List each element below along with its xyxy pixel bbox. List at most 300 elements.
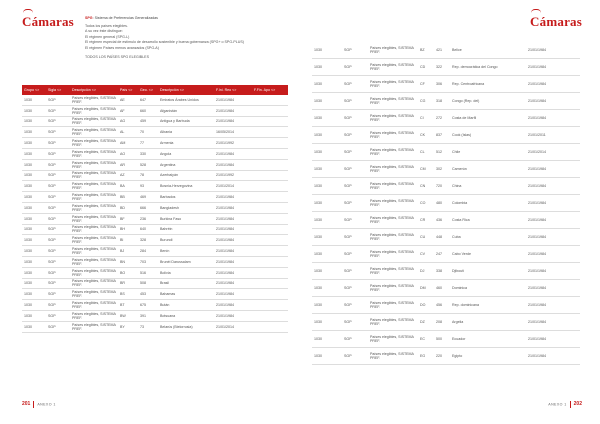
table-row[interactable] <box>312 161 580 178</box>
cell-pais: EC <box>418 331 434 348</box>
cell-grupo: 1030 <box>312 348 342 365</box>
cell-geo: 456 <box>434 297 450 314</box>
footer-divider <box>570 401 571 408</box>
table-row[interactable] <box>312 59 580 76</box>
cell-geo: 328 <box>138 235 158 246</box>
cell-fecha-inicio: 21/01/1984 <box>214 148 252 159</box>
cell-pais: CD <box>418 59 434 76</box>
cell-sigla: SGP <box>46 170 70 181</box>
header-fecha-inicio[interactable]: F.Ini. Reo <> <box>214 85 252 95</box>
cell-sigla: SGP <box>46 105 70 116</box>
cell-geo: 77 <box>138 138 158 149</box>
logo-arc-icon <box>531 9 541 13</box>
table-header-row <box>22 85 288 95</box>
cell-sigla: SGP <box>46 159 70 170</box>
cell-sigla: SGP <box>342 178 368 195</box>
table-row[interactable] <box>22 170 288 181</box>
cell-descripcion-pais: Rep. dominicana <box>450 297 526 314</box>
cell-descripcion: Países elegibles, SISTEMA PREF. <box>368 161 418 178</box>
cell-descripcion: Países elegibles, SISTEMA PREF. <box>70 95 118 105</box>
cell-sigla: SGP <box>46 192 70 203</box>
cell-pais: CF <box>418 76 434 93</box>
cell-descripcion: Países elegibles, SISTEMA PREF. <box>70 224 118 235</box>
cell-pais: CU <box>418 229 434 246</box>
cell-descripcion: Países elegibles, SISTEMA PREF. <box>368 212 418 229</box>
cell-sigla: SGP <box>46 116 70 127</box>
cell-pais: CV <box>418 246 434 263</box>
cell-grupo: 1030 <box>22 310 46 321</box>
table-row[interactable] <box>22 181 288 192</box>
cell-grupo: 1030 <box>22 95 46 105</box>
cell-descripcion: Países elegibles, SISTEMA PREF. <box>70 192 118 203</box>
intro-all-line: TODOS LOS PAÍSES SPG ELEGIBLES <box>85 54 149 59</box>
cell-fecha-inicio: 21/01/1984 <box>214 310 252 321</box>
header-fecha-fin[interactable]: F.Fin. Apo <> <box>252 85 288 95</box>
cell-descripcion-pais: Azerbaiyán <box>158 170 214 181</box>
table-row[interactable] <box>22 256 288 267</box>
countries-table-left <box>22 85 288 333</box>
cell-geo: 508 <box>138 278 158 289</box>
table-row[interactable] <box>22 246 288 257</box>
cell-grupo: 1030 <box>22 321 46 332</box>
table-row[interactable] <box>22 235 288 246</box>
cell-pais: EG <box>418 348 434 365</box>
table-row[interactable] <box>312 348 580 365</box>
cell-grupo: 1030 <box>22 256 46 267</box>
table-row[interactable] <box>312 76 580 93</box>
cell-fecha-inicio: 21/01/1984 <box>214 267 252 278</box>
cell-geo: 453 <box>138 289 158 300</box>
cell-descripcion: Países elegibles, SISTEMA PREF. <box>70 256 118 267</box>
cell-sigla: SGP <box>46 138 70 149</box>
cell-descripcion-pais: Argentina <box>158 159 214 170</box>
table-row[interactable] <box>22 267 288 278</box>
table-row[interactable] <box>312 110 580 127</box>
cell-fecha-inicio: 21/01/1984 <box>526 314 580 331</box>
table-row[interactable] <box>312 297 580 314</box>
cell-descripcion-pais: Cook (Islas) <box>450 127 526 144</box>
cell-descripcion: Países elegibles, SISTEMA PREF. <box>70 202 118 213</box>
cell-sigla: SGP <box>46 246 70 257</box>
cell-descripcion-pais: Ecuador <box>450 331 526 348</box>
cell-fecha-inicio: 21/01/1984 <box>214 289 252 300</box>
cell-geo: 666 <box>138 202 158 213</box>
cell-fecha-inicio: 21/01/1984 <box>214 246 252 257</box>
cell-fecha-inicio: 21/01/2014 <box>526 144 580 161</box>
table-row[interactable] <box>312 42 580 59</box>
intro-line: El régimen especial de estímulo de desarrollo sostenible y buena gobernanza (SPG+ o SPG-PLUS) <box>85 40 244 45</box>
logo-text: Cámaras <box>22 14 74 29</box>
cell-geo: 302 <box>434 161 450 178</box>
cell-descripcion: Países elegibles, SISTEMA PREF. <box>368 178 418 195</box>
cell-descripcion: Países elegibles, SISTEMA PREF. <box>368 110 418 127</box>
cell-pais: BO <box>118 267 138 278</box>
table-row[interactable] <box>312 93 580 110</box>
cell-sigla: SGP <box>46 267 70 278</box>
cell-sigla: SGP <box>342 110 368 127</box>
cell-pais: AG <box>118 116 138 127</box>
cell-geo: 391 <box>138 310 158 321</box>
logo-text: Cámaras <box>530 14 582 29</box>
cell-fecha-inicio: 21/01/1984 <box>526 110 580 127</box>
cell-grupo: 1030 <box>312 76 342 93</box>
cell-descripcion-pais: Botsuana <box>158 310 214 321</box>
cell-pais: BW <box>118 310 138 321</box>
cell-descripcion: Países elegibles, SISTEMA PREF. <box>70 116 118 127</box>
cell-geo: 460 <box>434 280 450 297</box>
cell-fecha-inicio: 21/01/1984 <box>214 235 252 246</box>
table-row[interactable] <box>312 144 580 161</box>
cell-grupo: 1030 <box>312 280 342 297</box>
cell-pais: DM <box>418 280 434 297</box>
cell-geo: 516 <box>138 267 158 278</box>
cell-sigla: SGP <box>342 263 368 280</box>
header-descripcion-pais[interactable]: Descripción <> <box>158 85 214 95</box>
cell-descripcion-pais: Djibouti <box>450 263 526 280</box>
cell-grupo: 1030 <box>22 202 46 213</box>
cell-fecha-fin <box>252 256 288 267</box>
countries-table-right <box>312 42 580 365</box>
intro-line: Todos los países elegibles. <box>85 23 128 28</box>
header-pais[interactable]: País <> <box>118 85 138 95</box>
cell-pais: BI <box>118 235 138 246</box>
cell-fecha-inicio: 21/01/1984 <box>526 42 580 59</box>
cell-geo: 512 <box>434 144 450 161</box>
cell-pais: AF <box>118 105 138 116</box>
cell-pais: BD <box>118 202 138 213</box>
cell-sigla: SGP <box>46 278 70 289</box>
table-row[interactable] <box>312 331 580 348</box>
cell-descripcion-pais: Bangladesh <box>158 202 214 213</box>
cell-descripcion: Países elegibles, SISTEMA PREF. <box>70 170 118 181</box>
cell-fecha-inicio: 21/01/2014 <box>214 321 252 332</box>
cell-sigla: SGP <box>342 195 368 212</box>
cell-geo: 469 <box>138 192 158 203</box>
cell-sigla: SGP <box>342 42 368 59</box>
cell-geo: 318 <box>434 93 450 110</box>
cell-grupo: 1030 <box>22 159 46 170</box>
cell-descripcion-pais: Bután <box>158 300 214 311</box>
cell-pais: BA <box>118 181 138 192</box>
table-row[interactable] <box>22 138 288 149</box>
cell-descripcion-pais: Brunéi Darussalam <box>158 256 214 267</box>
cell-descripcion-pais: Angola <box>158 148 214 159</box>
table-row[interactable] <box>22 148 288 159</box>
cell-pais: BF <box>118 213 138 224</box>
cell-grupo: 1030 <box>22 267 46 278</box>
footer-right <box>548 401 582 410</box>
cell-fecha-inicio: 21/01/1984 <box>214 116 252 127</box>
table-row[interactable] <box>312 178 580 195</box>
cell-fecha-fin <box>252 246 288 257</box>
cell-fecha-fin <box>252 138 288 149</box>
cell-grupo: 1030 <box>312 144 342 161</box>
cell-grupo: 1030 <box>312 297 342 314</box>
cell-pais: CG <box>418 93 434 110</box>
cell-geo: 436 <box>434 212 450 229</box>
cell-descripcion-pais: Costa de Marfil <box>450 110 526 127</box>
cell-sigla: SGP <box>342 280 368 297</box>
cell-sigla: SGP <box>342 161 368 178</box>
cell-fecha-inicio: 21/01/1984 <box>526 212 580 229</box>
cell-descripcion-pais: China <box>450 178 526 195</box>
cell-pais: BY <box>118 321 138 332</box>
cell-pais: AM <box>118 138 138 149</box>
cell-descripcion-pais: Argelia <box>450 314 526 331</box>
cell-descripcion: Países elegibles, SISTEMA PREF. <box>368 297 418 314</box>
cell-fecha-inicio: 21/01/1984 <box>214 159 252 170</box>
camaras-logo <box>530 14 582 30</box>
cell-descripcion: Países elegibles, SISTEMA PREF. <box>368 42 418 59</box>
cell-grupo: 1030 <box>22 224 46 235</box>
cell-descripcion: Países elegibles, SISTEMA PREF. <box>70 138 118 149</box>
cell-fecha-inicio: 21/01/1984 <box>526 93 580 110</box>
cell-grupo: 1030 <box>22 170 46 181</box>
cell-descripcion: Países elegibles, SISTEMA PREF. <box>70 235 118 246</box>
table-row[interactable] <box>312 314 580 331</box>
cell-fecha-fin <box>252 235 288 246</box>
cell-grupo: 1030 <box>312 212 342 229</box>
intro-title: SPG: Sistema de Preferencias Generalizadas <box>85 16 158 20</box>
cell-sigla: SGP <box>46 181 70 192</box>
table-row[interactable] <box>22 224 288 235</box>
cell-descripcion: Países elegibles, SISTEMA PREF. <box>70 289 118 300</box>
header-sigla[interactable]: Sigla <> <box>46 85 70 95</box>
cell-fecha-fin <box>252 213 288 224</box>
cell-descripcion-pais: Burkina Faso <box>158 213 214 224</box>
cell-descripcion-pais: Albania <box>158 127 214 138</box>
cell-geo: 480 <box>434 195 450 212</box>
cell-descripcion: Países elegibles, SISTEMA PREF. <box>70 278 118 289</box>
cell-grupo: 1030 <box>312 314 342 331</box>
cell-fecha-inicio: 21/01/1984 <box>526 76 580 93</box>
cell-sigla: SGP <box>46 224 70 235</box>
cell-sigla: SGP <box>342 348 368 365</box>
table-row[interactable] <box>312 280 580 297</box>
cell-pais: CO <box>418 195 434 212</box>
cell-descripcion-pais: Emiratos Árabes Unidos <box>158 95 214 105</box>
cell-descripcion: Países elegibles, SISTEMA PREF. <box>70 127 118 138</box>
table-row[interactable] <box>312 246 580 263</box>
table-row[interactable] <box>22 289 288 300</box>
cell-descripcion: Países elegibles, SISTEMA PREF. <box>70 105 118 116</box>
table-row[interactable] <box>22 192 288 203</box>
cell-descripcion-pais: Rep. democrática del Congo <box>450 59 526 76</box>
header-grupo[interactable]: Grupo <> <box>22 85 46 95</box>
camaras-logo <box>22 14 74 30</box>
cell-sigla: SGP <box>342 314 368 331</box>
cell-descripcion: Países elegibles, SISTEMA PREF. <box>70 159 118 170</box>
table-row[interactable] <box>312 127 580 144</box>
cell-descripcion: Países elegibles, SISTEMA PREF. <box>368 93 418 110</box>
cell-geo: 837 <box>434 127 450 144</box>
cell-pais: AL <box>118 127 138 138</box>
table-row[interactable] <box>22 310 288 321</box>
cell-pais: BJ <box>118 246 138 257</box>
cell-grupo: 1030 <box>312 42 342 59</box>
header-geo[interactable]: Geo. <> <box>138 85 158 95</box>
cell-sigla: SGP <box>342 246 368 263</box>
page-number: 202 <box>573 401 582 408</box>
table-row[interactable] <box>22 202 288 213</box>
footer-label: ANEXO 1 <box>37 402 56 407</box>
cell-fecha-inicio: 21/01/1984 <box>214 192 252 203</box>
cell-grupo: 1030 <box>312 93 342 110</box>
cell-descripcion: Países elegibles, SISTEMA PREF. <box>368 127 418 144</box>
cell-sigla: SGP <box>342 331 368 348</box>
cell-descripcion-pais: Cuba <box>450 229 526 246</box>
intro-block <box>85 16 285 60</box>
cell-descripcion: Países elegibles, SISTEMA PREF. <box>368 263 418 280</box>
footer-divider <box>33 401 34 408</box>
cell-grupo: 1030 <box>312 229 342 246</box>
cell-geo: 330 <box>138 148 158 159</box>
cell-fecha-inicio: 21/01/1984 <box>214 202 252 213</box>
cell-descripcion: Países elegibles, SISTEMA PREF. <box>368 280 418 297</box>
cell-fecha-fin <box>252 170 288 181</box>
table-row[interactable] <box>22 213 288 224</box>
cell-grupo: 1030 <box>22 148 46 159</box>
table-row[interactable] <box>22 278 288 289</box>
cell-grupo: 1030 <box>22 213 46 224</box>
cell-sigla: SGP <box>46 127 70 138</box>
cell-geo: 500 <box>434 331 450 348</box>
cell-descripcion-pais: Burundi <box>158 235 214 246</box>
cell-grupo: 1030 <box>22 116 46 127</box>
cell-grupo: 1030 <box>312 127 342 144</box>
cell-descripcion: Países elegibles, SISTEMA PREF. <box>368 348 418 365</box>
cell-geo: 660 <box>138 105 158 116</box>
cell-pais: CM <box>418 161 434 178</box>
cell-descripcion-pais: Brasil <box>158 278 214 289</box>
cell-sigla: SGP <box>342 59 368 76</box>
cell-descripcion-pais: Egipto <box>450 348 526 365</box>
cell-geo: 73 <box>138 321 158 332</box>
table-body-right <box>312 42 580 365</box>
cell-geo: 220 <box>434 348 450 365</box>
cell-fecha-fin <box>252 310 288 321</box>
cell-geo: 640 <box>138 224 158 235</box>
cell-sigla: SGP <box>46 148 70 159</box>
cell-descripcion-pais: Camerún <box>450 161 526 178</box>
cell-fecha-fin <box>252 289 288 300</box>
table-body-left <box>22 95 288 332</box>
cell-descripcion: Países elegibles, SISTEMA PREF. <box>70 321 118 332</box>
cell-pais: CL <box>418 144 434 161</box>
cell-fecha-inicio: 21/01/1984 <box>214 213 252 224</box>
cell-grupo: 1030 <box>22 105 46 116</box>
cell-sigla: SGP <box>46 202 70 213</box>
footer-label: ANEXO 1 <box>548 402 567 407</box>
cell-sigla: SGP <box>46 310 70 321</box>
cell-descripcion-pais: Barbados <box>158 192 214 203</box>
cell-geo: 208 <box>434 314 450 331</box>
cell-descripcion: Países elegibles, SISTEMA PREF. <box>368 246 418 263</box>
cell-geo: 421 <box>434 42 450 59</box>
cell-geo: 459 <box>138 116 158 127</box>
table-row[interactable] <box>22 95 288 105</box>
page-number: 201 <box>22 401 31 408</box>
cell-descripcion-pais: Benín <box>158 246 214 257</box>
cell-geo: 70 <box>138 127 158 138</box>
table-row[interactable] <box>22 105 288 116</box>
cell-pais: BB <box>118 192 138 203</box>
cell-pais: AE <box>118 95 138 105</box>
table-row[interactable] <box>22 159 288 170</box>
cell-sigla: SGP <box>342 93 368 110</box>
cell-pais: DJ <box>418 263 434 280</box>
cell-sigla: SGP <box>46 213 70 224</box>
table-row[interactable] <box>22 127 288 138</box>
cell-pais: DO <box>418 297 434 314</box>
cell-pais: CI <box>418 110 434 127</box>
cell-grupo: 1030 <box>22 289 46 300</box>
intro-line: El régimen Países menos avanzados (SPG-A) <box>85 45 159 50</box>
table-row[interactable] <box>22 116 288 127</box>
cell-sigla: SGP <box>46 289 70 300</box>
cell-descripcion: Países elegibles, SISTEMA PREF. <box>368 314 418 331</box>
cell-descripcion-pais: Belarús (Bielorrusia) <box>158 321 214 332</box>
table-row[interactable] <box>312 263 580 280</box>
cell-descripcion-pais: Bahréin <box>158 224 214 235</box>
right-page <box>300 0 600 424</box>
header-descripcion[interactable]: Descripción <> <box>70 85 118 95</box>
cell-grupo: 1030 <box>312 246 342 263</box>
cell-grupo: 1030 <box>22 235 46 246</box>
intro-line: A su vez éste distingue: <box>85 29 123 34</box>
cell-sigla: SGP <box>46 321 70 332</box>
cell-descripcion: Países elegibles, SISTEMA PREF. <box>70 213 118 224</box>
cell-fecha-inicio: 21/01/1984 <box>526 331 580 348</box>
cell-fecha-fin <box>252 127 288 138</box>
cell-fecha-inicio: 21/01/1984 <box>526 229 580 246</box>
logo-arc-icon <box>23 9 33 13</box>
cell-grupo: 1030 <box>22 192 46 203</box>
cell-sigla: SGP <box>342 229 368 246</box>
cell-geo: 322 <box>434 59 450 76</box>
table-row[interactable] <box>312 229 580 246</box>
cell-fecha-inicio: 16/05/2014 <box>214 127 252 138</box>
cell-fecha-fin <box>252 105 288 116</box>
cell-pais: BZ <box>418 42 434 59</box>
cell-fecha-inicio: 21/01/1984 <box>526 161 580 178</box>
cell-descripcion: Países elegibles, SISTEMA PREF. <box>70 310 118 321</box>
cell-descripcion-pais: Congo (Rep. del) <box>450 93 526 110</box>
cell-fecha-inicio: 21/01/1984 <box>526 297 580 314</box>
cell-fecha-inicio: 21/01/1984 <box>526 59 580 76</box>
cell-grupo: 1030 <box>22 278 46 289</box>
cell-pais: CN <box>418 178 434 195</box>
table-row[interactable] <box>312 212 580 229</box>
cell-grupo: 1030 <box>22 181 46 192</box>
cell-fecha-fin <box>252 224 288 235</box>
cell-grupo: 1030 <box>22 246 46 257</box>
cell-descripcion-pais: Bolivia <box>158 267 214 278</box>
cell-sigla: SGP <box>46 300 70 311</box>
cell-fecha-inicio: 21/01/1984 <box>214 105 252 116</box>
cell-fecha-fin <box>252 148 288 159</box>
cell-grupo: 1030 <box>312 161 342 178</box>
table-row[interactable] <box>22 300 288 311</box>
cell-descripcion-pais: Bahamas <box>158 289 214 300</box>
table-row[interactable] <box>22 321 288 332</box>
cell-sigla: SGP <box>342 144 368 161</box>
table-row[interactable] <box>312 195 580 212</box>
cell-geo: 675 <box>138 300 158 311</box>
cell-pais: CR <box>418 212 434 229</box>
cell-descripcion-pais: Cabo Verde <box>450 246 526 263</box>
footer-left <box>22 401 56 410</box>
